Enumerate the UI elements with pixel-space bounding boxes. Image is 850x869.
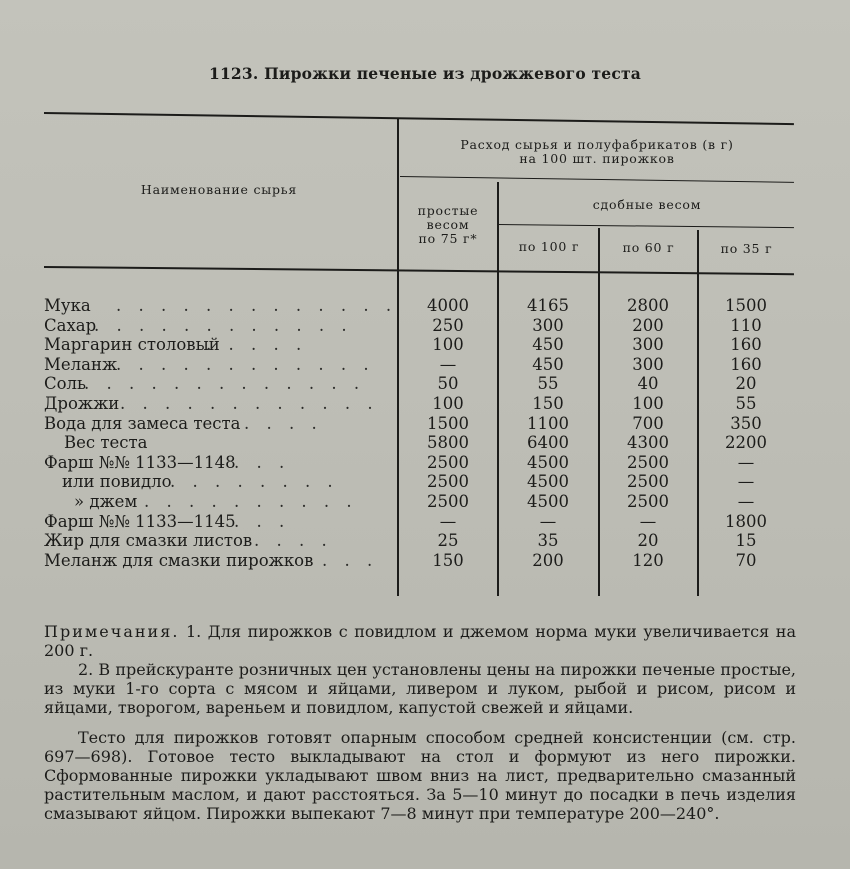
value-cell: 200 <box>632 315 664 335</box>
table-row <box>44 551 784 571</box>
value-cell: 2500 <box>627 472 669 492</box>
leader-dots: . . . . . <box>206 335 308 355</box>
value-cell: 2500 <box>427 452 469 472</box>
header-sweet-35: по 35 г <box>720 241 773 256</box>
value-cell: 55 <box>735 394 757 413</box>
value-cell: 110 <box>730 315 762 335</box>
value-cell: 700 <box>632 413 664 433</box>
ingredient-name: » джем <box>74 492 138 511</box>
value-cell: 300 <box>632 354 664 374</box>
value-cell: 50 <box>437 374 459 394</box>
ingredient-name: Вода для замеса теста <box>44 413 241 433</box>
leader-dots: . . . . . . . . <box>170 472 339 492</box>
recipe-title: 1123. Пирожки печеные из дрожжевого теста <box>208 64 642 83</box>
value-cell: — <box>737 472 755 492</box>
table-row <box>44 355 784 375</box>
value-cell: 120 <box>632 550 664 570</box>
table-row <box>44 492 784 512</box>
value-cell: 1500 <box>725 296 767 315</box>
value-cell: 2200 <box>725 433 767 453</box>
value-cell: 200 <box>532 550 564 570</box>
ingredient-name: Меланж <box>44 354 118 374</box>
table-row <box>44 316 784 336</box>
value-cell: 300 <box>632 335 664 355</box>
table-row <box>44 394 784 414</box>
header-bottom-rule <box>44 266 794 275</box>
leader-dots: . . . . <box>244 413 323 433</box>
leader-dots: . . . <box>322 550 379 570</box>
value-cell: 35 <box>537 531 559 551</box>
notes-block <box>44 622 796 717</box>
value-cell: 15 <box>735 531 757 551</box>
value-cell: 1100 <box>527 413 569 433</box>
leader-dots: . . . . . . . . . . <box>144 492 358 511</box>
ingredient-name: Меланж для смазки пирожков <box>44 550 314 570</box>
value-cell: 4000 <box>427 296 469 315</box>
value-cell: 4500 <box>527 492 569 511</box>
table-row <box>44 414 784 434</box>
value-cell: 6400 <box>527 433 569 453</box>
value-cell: — <box>539 511 557 531</box>
ingredient-name: Дрожжи <box>44 394 120 413</box>
value-cell: 1800 <box>725 511 767 531</box>
value-cell: — <box>439 354 457 374</box>
header-sweet-100: по 100 г <box>518 239 580 254</box>
value-cell: 4165 <box>527 296 569 315</box>
ingredient-name: Вес теста <box>64 433 148 453</box>
value-cell: 2800 <box>627 296 669 315</box>
value-cell: 160 <box>730 335 762 355</box>
value-cell: 150 <box>432 550 464 570</box>
leader-dots: . . . . . . . . . . . . . <box>116 296 398 315</box>
value-cell: 25 <box>437 531 459 551</box>
preparation-text: Тесто для пирожков готовят опарным способом средней консистенции (см. стр. 697—698). Готовое тесто выкладывают на стол и формуют из него пирожки. Сформованные пирожки укладывают швом вниз на лист, предварительно смазанный растительным маслом, и дают расстояться. За 5—10 минут до посадки в печь изделия смазывают яйцом. Пирожки выпекают 7—8 минут при температуре 200—240°. <box>44 728 796 823</box>
value-cell: 55 <box>537 374 559 394</box>
ingredient-name: Фарш №№ 1133—1148 <box>44 452 236 472</box>
value-cell: 160 <box>730 354 762 374</box>
value-cell: — <box>737 452 755 472</box>
leader-dots: . . . . <box>254 531 333 551</box>
value-cell: 450 <box>532 354 564 374</box>
leader-dots: . . . . . . . . . . . . . <box>84 374 366 394</box>
table-top-rule <box>44 112 794 125</box>
ingredient-name: Жир для смазки листов <box>44 531 253 551</box>
table-row <box>44 453 784 473</box>
ingredient-name: Фарш №№ 1133—1145 <box>44 511 236 531</box>
ingredient-name: Мука <box>44 296 91 315</box>
header-simple: простые весом по 75 г* <box>417 203 479 246</box>
leader-dots: . . . . . . . . . . . . <box>120 394 379 413</box>
value-cell: 5800 <box>427 433 469 453</box>
value-cell: — <box>439 511 457 531</box>
value-cell: 1500 <box>427 413 469 433</box>
value-cell: — <box>639 511 657 531</box>
leader-dots: . . . . . . . . . . . . <box>94 315 353 335</box>
value-cell: 4300 <box>627 433 669 453</box>
table-row <box>44 433 784 453</box>
ingredient-name: Соль <box>44 374 87 394</box>
value-cell: — <box>737 492 755 511</box>
leader-dots: . . . . . . . . . . . . <box>116 354 375 374</box>
value-cell: 40 <box>637 374 659 394</box>
header-sweet-60: по 60 г <box>622 240 675 255</box>
table-row <box>44 296 784 316</box>
table-row <box>44 512 784 532</box>
group-divider-rule <box>400 176 794 183</box>
header-group: Расход сырья и полуфабрикатов (в г) на 100 шт. пирожков <box>460 137 734 166</box>
table-row <box>44 335 784 355</box>
table-row <box>44 531 784 551</box>
value-cell: 350 <box>730 413 762 433</box>
value-cell: 100 <box>432 394 464 413</box>
header-name-col: Наименование сырья <box>140 182 298 197</box>
value-cell: 2500 <box>627 492 669 511</box>
ingredient-name: или повидло <box>62 472 172 492</box>
value-cell: 100 <box>432 335 464 355</box>
value-cell: 250 <box>432 315 464 335</box>
value-cell: 4500 <box>527 472 569 492</box>
value-cell: 2500 <box>627 452 669 472</box>
value-cell: 2500 <box>427 472 469 492</box>
value-cell: 2500 <box>427 492 469 511</box>
value-cell: 4500 <box>527 452 569 472</box>
table-row <box>44 374 784 394</box>
table-row <box>44 472 784 492</box>
header-sweet-group: сдобные весом <box>592 197 702 212</box>
value-cell: 100 <box>632 394 664 413</box>
value-cell: 450 <box>532 335 564 355</box>
leader-dots: . . . <box>234 452 291 472</box>
note-2: 2. В прейскуранте розничных цен установлены цены на пирожки печеные простые, из муки 1-го сорта с мясом и яйцами, ливером и луком, рыбой и рисом, рисом и яйцами, творогом, вареньем и повидлом, капустой свежей и яйцами. <box>44 660 796 717</box>
value-cell: 300 <box>532 315 564 335</box>
leader-dots: . . . <box>234 511 291 531</box>
sweet-divider-rule <box>498 224 794 228</box>
value-cell: 20 <box>735 374 757 394</box>
value-cell: 20 <box>637 531 659 551</box>
ingredient-name: Маргарин столовый <box>44 335 220 355</box>
note-1: Примечания. 1. Для пирожков с повидлом и джемом норма муки увеличивается на 200 г. <box>44 622 796 660</box>
value-cell: 150 <box>532 394 564 413</box>
notes-label: Примечания. <box>44 622 180 641</box>
value-cell: 70 <box>735 550 757 570</box>
ingredient-name: Сахар <box>44 315 97 335</box>
